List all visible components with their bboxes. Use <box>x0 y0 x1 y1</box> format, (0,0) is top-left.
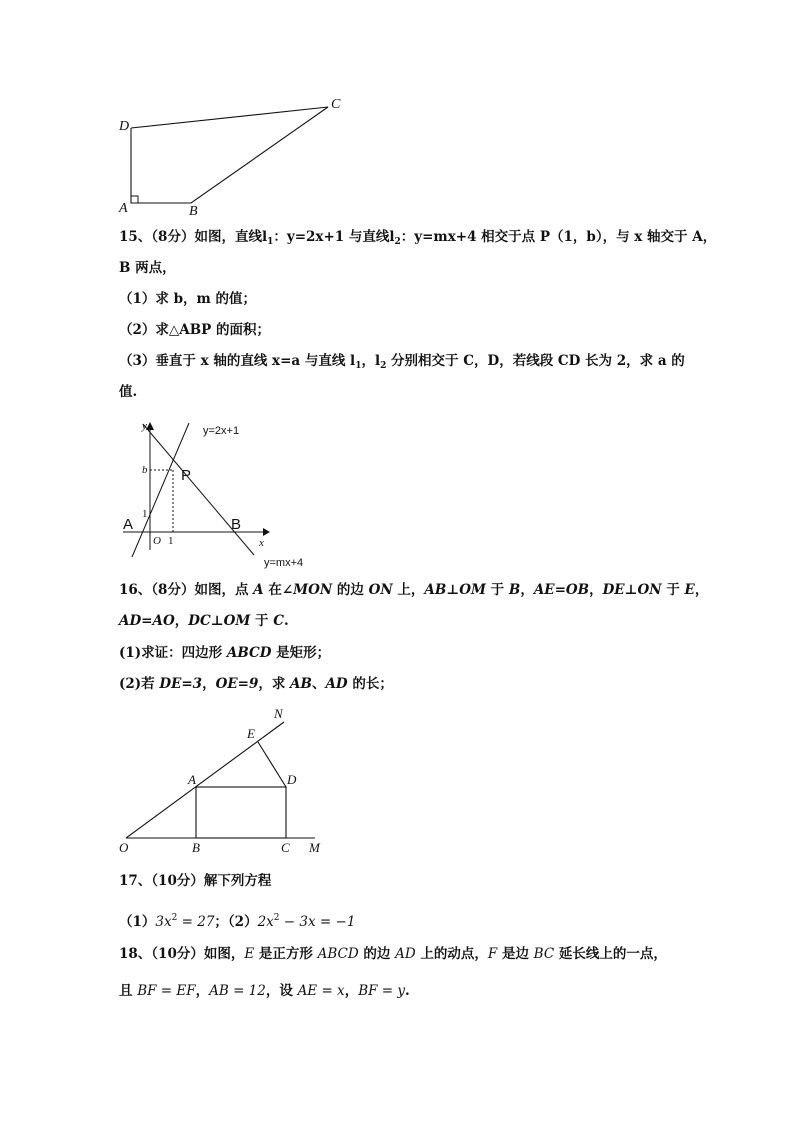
question-number: 16、 <box>119 582 152 598</box>
q14-figure <box>110 92 360 222</box>
vertex-label-a: A <box>119 201 128 216</box>
equation-1: 3x <box>155 914 172 930</box>
q16-text: 于 <box>661 582 685 598</box>
q18-math: AE = x <box>297 983 345 999</box>
q16-text: 、 <box>311 676 326 692</box>
line-l1-label: y=2x+1 <box>203 425 240 437</box>
q16-text: 于 <box>250 613 274 629</box>
q15-text: ：y=mx+4 相交于点 P（1，b），与 x 轴交于 A， <box>400 229 717 245</box>
q18-line1 <box>119 945 667 963</box>
b-tick-label: b <box>142 464 148 476</box>
x-axis-arrow <box>263 528 270 536</box>
q18-math: AD <box>395 946 416 962</box>
q16-text: 于 <box>485 582 509 598</box>
right-angle-mark <box>131 196 138 203</box>
q17-text: 解下列方程 <box>203 873 272 889</box>
q16-math: AE=OB <box>533 582 590 598</box>
label-c: C <box>281 840 290 855</box>
q16-text: ， <box>589 582 603 598</box>
q18-text: ， <box>195 983 210 999</box>
q17-text: （1） <box>119 914 156 930</box>
q15-text: l <box>261 229 268 245</box>
ray-on <box>126 722 284 838</box>
q16-part1 <box>119 644 330 662</box>
equation-2-rest: − 3x = −1 <box>279 914 356 930</box>
q18-text: 是边 <box>497 946 534 962</box>
q18-text: ，设 <box>265 983 298 999</box>
q16-text: ， <box>174 613 189 629</box>
q18-text: 如图， <box>203 946 245 962</box>
q15-part1: （1）求 b，m 的值； <box>119 291 257 307</box>
q15-line2: B 两点， <box>119 260 176 276</box>
q16-text: (1)求证：四边形 <box>119 645 227 661</box>
q18-math: E <box>244 946 255 962</box>
q17-line1 <box>119 872 271 890</box>
point-b-label: B <box>231 516 242 533</box>
q18-text: . <box>405 983 410 999</box>
q16-line1 <box>119 581 708 599</box>
q15-subscript: 1 <box>267 237 274 247</box>
q16-math: OE=9 <box>215 676 259 692</box>
q15-text: l <box>389 229 395 245</box>
question-score: （8分） <box>151 229 195 245</box>
q15-graph <box>115 414 355 574</box>
label-e: E <box>247 726 255 741</box>
q15-part3 <box>119 352 685 375</box>
label-n: N <box>274 706 283 721</box>
label-a: A <box>188 772 196 787</box>
point-a-label: A <box>123 516 134 533</box>
q16-math: A <box>253 582 264 598</box>
q18-text: 上的动点， <box>415 946 488 962</box>
vertex-label-c: C <box>331 97 341 112</box>
y-tick-label: 1 <box>142 508 148 520</box>
q18-text: 的边 <box>358 946 396 962</box>
question-score: （10分） <box>151 946 204 962</box>
q16-math: AD=AO <box>119 613 175 629</box>
line-l2-label: y=mx+4 <box>264 557 304 569</box>
q18-math: BF = EF <box>137 983 196 999</box>
q16-line2 <box>119 612 289 630</box>
q16-text: ， <box>520 582 534 598</box>
question-score: （10分） <box>151 873 204 889</box>
q18-text: 且 <box>119 983 138 999</box>
x-axis-label: x <box>259 537 264 549</box>
q18-math: ABCD <box>317 946 359 962</box>
q18-text: 是正方形 <box>254 946 318 962</box>
q15-line1 <box>119 228 716 251</box>
q15-part2: （2）求△ABP 的面积； <box>119 322 271 338</box>
q16-math: AB⊥OM <box>424 582 486 598</box>
q16-text: ， <box>202 676 216 692</box>
q16-text: 在∠ <box>263 582 294 598</box>
q16-math: C <box>273 613 285 629</box>
label-b: B <box>192 840 200 855</box>
origin-label: O <box>153 535 161 547</box>
y-axis-label: y <box>142 420 147 432</box>
q15-text: 如图，直线 <box>194 229 262 245</box>
q16-math: DE⊥ON <box>602 582 662 598</box>
question-number: 15、 <box>119 229 152 245</box>
q17-equations <box>119 909 355 931</box>
q18-text: 延长线上的一点， <box>554 946 667 962</box>
q16-math: MON <box>293 582 333 598</box>
q18-math: F <box>487 946 498 962</box>
q16-math: E <box>684 582 695 598</box>
q16-text: 的边 <box>332 582 369 598</box>
q16-text: ， <box>694 582 709 598</box>
q15-text: （3）垂直于 x 轴的直线 x=a 与直线 l <box>119 353 356 369</box>
question-number: 17、 <box>119 873 152 889</box>
q18-line2 <box>119 982 410 1000</box>
q15-text: ，l <box>361 353 381 369</box>
q16-text: 如图，点 <box>194 582 254 598</box>
q16-math: DC⊥OM <box>188 613 251 629</box>
equation-1-rest: = 27 <box>177 914 215 930</box>
q16-math: B <box>508 582 521 598</box>
q16-math: AB <box>290 676 312 692</box>
label-o: O <box>119 840 129 855</box>
q16-text: ，求 <box>258 676 291 692</box>
q16-text: . <box>284 613 289 629</box>
q16-math: ON <box>368 582 393 598</box>
q16-math: AD <box>325 676 348 692</box>
equation-exponent: 2 <box>171 913 178 923</box>
point-p-label: P <box>181 467 192 484</box>
q16-text: 上， <box>392 582 425 598</box>
q18-math: AB = 12 <box>209 983 266 999</box>
x-tick-label: 1 <box>168 535 174 547</box>
q17-text: ； <box>214 914 228 930</box>
q15-part3-cont: 值. <box>119 384 138 400</box>
segment-ed <box>258 742 286 787</box>
label-d: D <box>287 772 297 787</box>
q15-subscript: 2 <box>394 237 401 247</box>
q17-text: （2） <box>227 914 258 930</box>
equation-2: 2x <box>257 914 274 930</box>
label-m: M <box>309 840 320 855</box>
q18-math: BC <box>533 946 555 962</box>
q16-math: ABCD <box>226 645 272 661</box>
rectangle-abcd <box>196 787 286 838</box>
q15-subscript: 1 <box>355 361 362 371</box>
q16-part2 <box>119 675 393 693</box>
q15-text: ：y=2x+1 与直线 <box>273 229 390 245</box>
vertex-label-b: B <box>189 204 198 219</box>
q18-math: BF = y <box>358 983 405 999</box>
q15-text: 分别相交于 C，D，若线段 CD 长为 2，求 a 的 <box>386 353 685 369</box>
q16-figure <box>110 700 330 860</box>
quadrilateral-abcd <box>131 107 328 203</box>
equation-exponent: 2 <box>273 913 280 923</box>
vertex-label-d: D <box>119 119 130 134</box>
q18-text: ， <box>344 983 359 999</box>
q16-math: DE=3 <box>159 676 203 692</box>
q16-text: (2)若 <box>119 676 160 692</box>
question-score: （8分） <box>151 582 195 598</box>
q16-text: 是矩形； <box>271 645 331 661</box>
question-number: 18、 <box>119 946 152 962</box>
q16-text: 的长； <box>347 676 393 692</box>
q15-subscript: 2 <box>380 361 387 371</box>
